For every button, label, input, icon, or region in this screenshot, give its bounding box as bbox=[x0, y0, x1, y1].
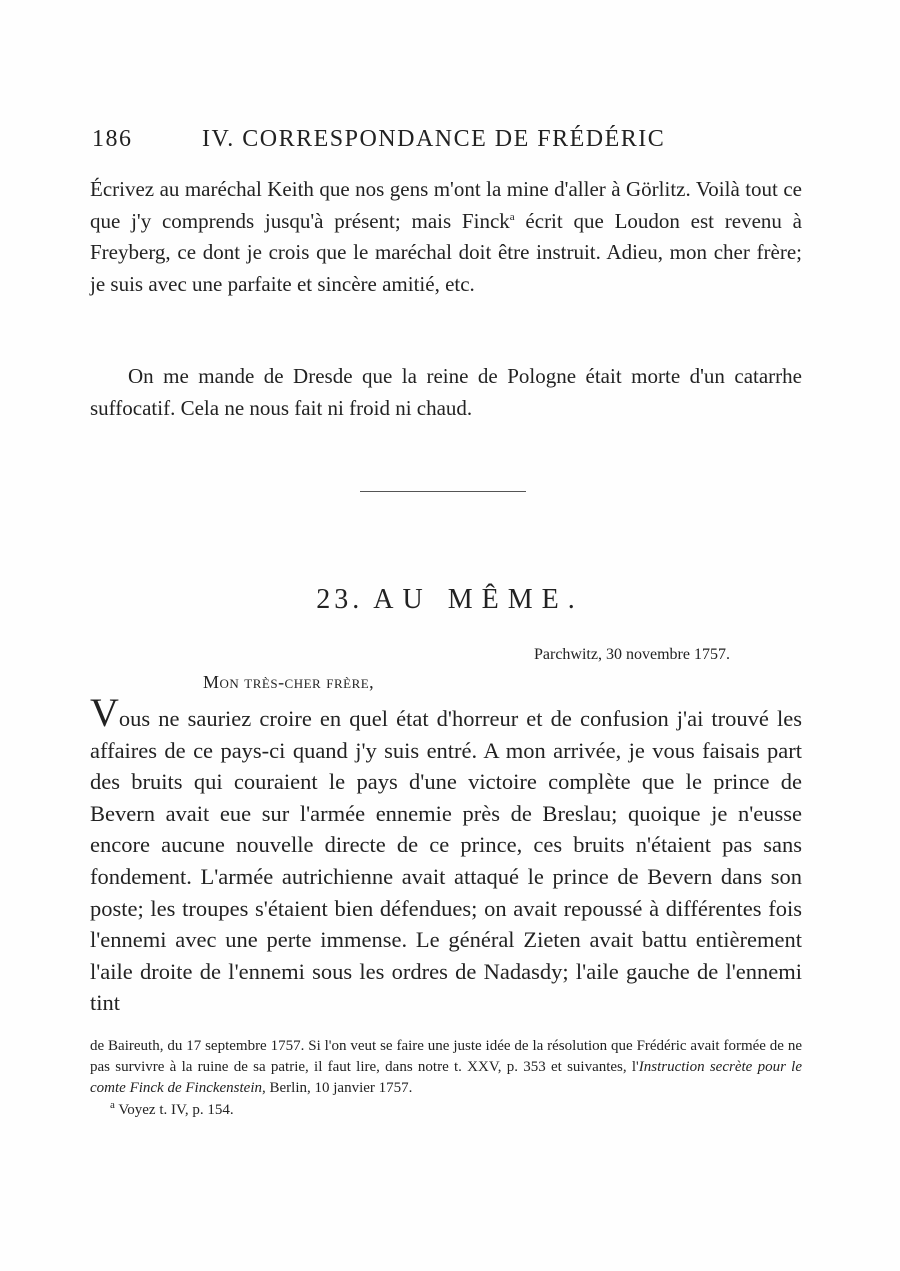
page-number: 186 bbox=[92, 126, 133, 152]
section-number: 23. bbox=[316, 584, 364, 615]
footnotes bbox=[90, 1036, 802, 1121]
footnote-text-part1: de Baireuth, du 17 septembre 1757. Si l'on veut se faire une juste idée de la résolution que Frédéric avait formée de ne pas survivre à la ruine de sa patrie, il faut lire, dans notre t. XXV, p. 353 et suivantes, l' bbox=[90, 1038, 802, 1075]
footnote-a bbox=[90, 1100, 802, 1121]
footnote-continued bbox=[90, 1036, 802, 1099]
drop-cap: V bbox=[90, 690, 119, 735]
running-head bbox=[92, 122, 812, 158]
letter-salutation: Mon très-cher frère, bbox=[203, 672, 375, 692]
footnote-marker-a: a bbox=[509, 210, 515, 223]
footnote-text-part2: , Berlin, 10 janvier 1757. bbox=[262, 1080, 413, 1096]
footnote-italic-title: Instruction secrète pour le comte Finck de Finckenstein bbox=[90, 1059, 802, 1096]
postscript-paragraph: On me mande de Dresde que la reine de Pologne était morte d'un catarrhe suffocatif. Cela ne nous fait ni froid ni chaud. bbox=[90, 364, 802, 420]
running-title: IV. CORRESPONDANCE DE FRÉDÉRIC bbox=[202, 126, 666, 152]
section-heading bbox=[0, 584, 900, 616]
section-divider bbox=[360, 491, 526, 492]
continuation-text-part2: écrit que Loudon est revenu à Freyberg, ce dont je crois que le maréchal doit être instruit. Adieu, mon cher frère; je suis avec une parfaite et sincère amitié, etc. bbox=[90, 208, 802, 296]
footnote-a-text: Voyez t. IV, p. 154. bbox=[118, 1102, 234, 1118]
letter-body bbox=[90, 690, 802, 1019]
section-title: AU MÊME. bbox=[373, 584, 584, 615]
footnote-a-marker: a bbox=[110, 1099, 115, 1111]
continuation-text-part1: Écrivez au maréchal Keith que nos gens m'ont la mine d'aller à Görlitz. Voilà tout ce que j'y comprends jusqu'à présent; mais Finck bbox=[90, 177, 802, 233]
letter-dateline: Parchwitz, 30 novembre 1757. bbox=[534, 646, 730, 663]
continuation-paragraph bbox=[90, 174, 802, 300]
letter-text: ous ne sauriez croire en quel état d'horreur et de confusion j'ai trouvé les affaires de ce pays-ci quand j'y suis entré. A mon arrivée, je vous faisais part des bruits qui couraient le pays d'une victoire complète que le prince de Bevern avait eue sur l'armée ennemie près de Breslau; quoique je n'eusse encore aucune nouvelle directe de ce prince, ces bruits n'étaient pas sans fondement. L'armée autrichienne avait attaqué le prince de Bevern dans son poste; les troupes s'étaient bien défendues; on avait repoussé à différentes fois l'ennemi avec une perte immense. Le général Zieten avait battu entièrement l'aile droite de l'ennemi sous les ordres de Nadasdy; l'aile gauche de l'ennemi tint bbox=[90, 706, 802, 1016]
